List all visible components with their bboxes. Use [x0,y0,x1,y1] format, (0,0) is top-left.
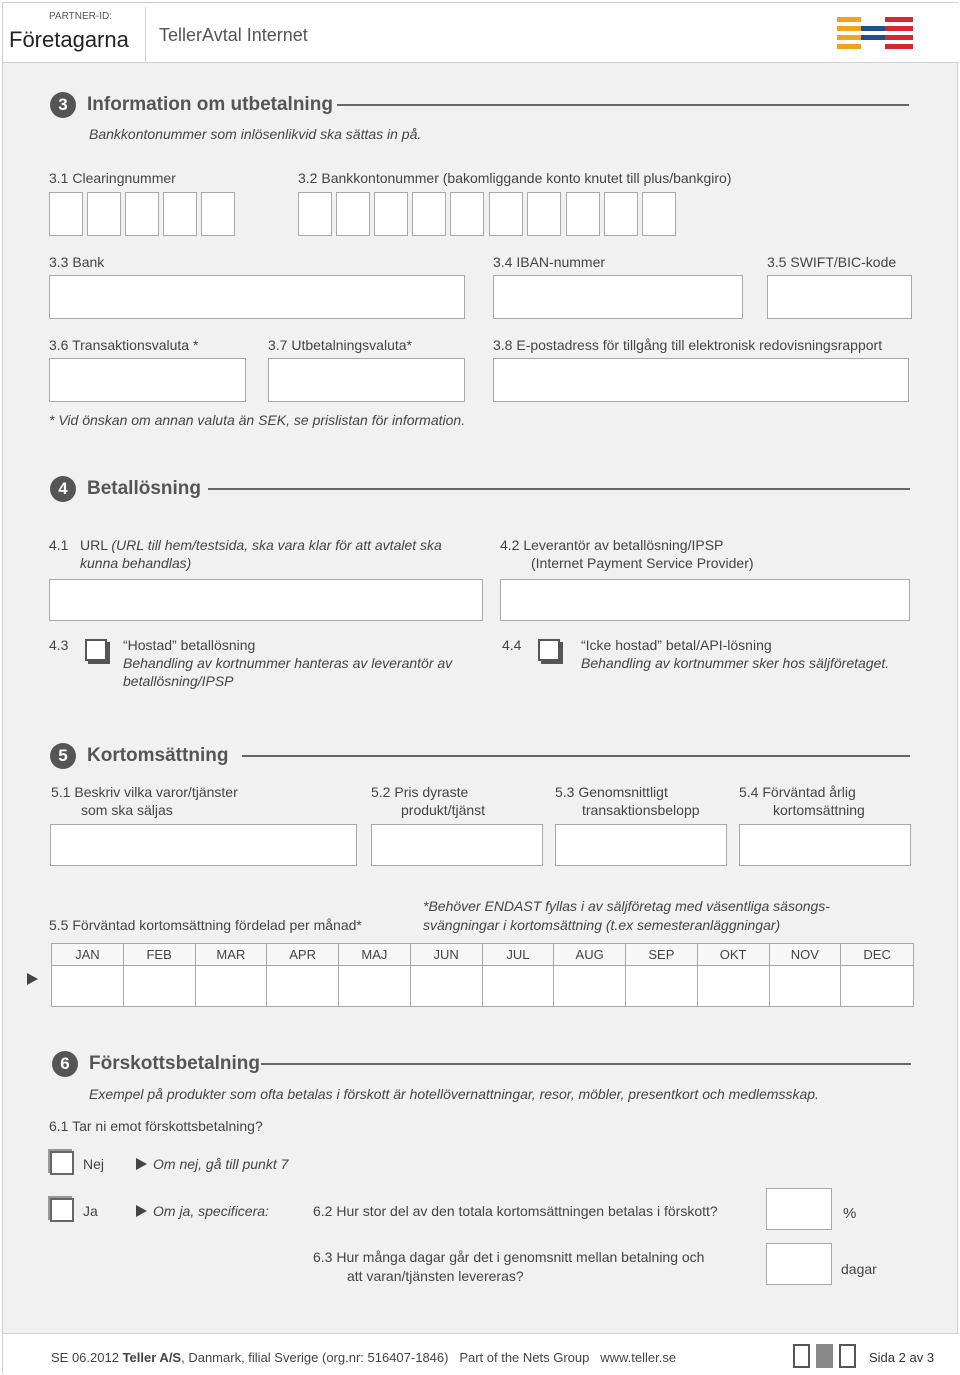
nej-checkbox[interactable] [50,1151,74,1175]
clearing-digit-cell[interactable] [49,192,83,236]
currency-note: * Vid önskan om annan valuta än SEK, se prislistan för information. [49,412,466,428]
non-hosted-desc: Behandling av kortnummer sker hos säljföretaget. [581,655,890,671]
month-header: APR [267,944,339,966]
month-header: MAR [196,944,268,966]
url-label-main: URL [80,537,108,553]
days-unit: dagar [841,1261,877,1277]
url-field[interactable] [49,579,483,621]
month-input-cell[interactable] [698,966,770,1007]
prepayment-question: 6.1 Tar ni emot förskottsbetalning? [49,1118,263,1134]
month-input-cell[interactable] [483,966,555,1007]
clearing-label: 3.1 Clearingnummer [49,170,176,186]
form-title: TellerAvtal Internet [159,25,308,45]
account-digit-cell[interactable] [489,192,523,236]
section-4-rule [208,488,910,490]
avg-amount-field[interactable] [555,824,727,866]
transaction-currency-field[interactable] [49,358,246,402]
monthly-note: *Behöver ENDAST fyllas i av säljföretag med väsentliga säsongs- [423,898,830,914]
section-4-title: Betallösning [87,478,202,499]
section-5-rule [242,755,910,757]
account-digit-cell[interactable] [527,192,561,236]
email-report-field[interactable] [493,358,909,402]
page-footer [3,1333,959,1375]
page-header [3,3,959,63]
non-hosted-title: “Icke hostad” betal/API-lösning [581,637,772,653]
delivery-days-label: 6.3 Hur många dagar går det i genomsnitt mellan betalning och [313,1249,705,1265]
iban-label: 3.4 IBAN-nummer [493,254,606,270]
monthly-turnover-label: 5.5 Förväntad kortomsättning fördelad per månad* [49,917,362,933]
page-indicator-box-current [816,1344,833,1368]
footer-company: Teller A/S [122,1350,182,1365]
month-input-cell[interactable] [626,966,698,1007]
monthly-turnover-table [51,943,914,1007]
play-arrow-icon [27,973,38,985]
bank-label: 3.3 Bank [49,254,105,270]
ja-label: Ja [83,1203,98,1219]
max-price-label: 5.2 Pris dyraste [371,784,469,800]
month-input-cell[interactable] [411,966,483,1007]
company-name: Företagarna [9,27,129,52]
non-hosted-number: 4.4 [502,637,522,653]
month-header: MAJ [339,944,411,966]
page-indicator-box [839,1344,856,1368]
section-6-badge: 6 [52,1051,78,1077]
hosted-title: “Hostad” betallösning [123,637,256,653]
bank-field[interactable] [49,275,465,319]
page-number: Sida 2 av 3 [869,1350,935,1365]
monthly-note-2: svängningar i kortomsättning (t.ex semesteranläggningar) [423,917,781,933]
avg-amount-label: 5.3 Genomsnittligt [555,784,668,800]
play-arrow-icon [136,1205,147,1217]
nej-hint: Om nej, gå till punkt 7 [153,1156,289,1172]
play-arrow-icon [136,1158,147,1170]
hosted-desc: Behandling av kortnummer hanteras av leverantör av [123,655,453,671]
month-header: DEC [841,944,913,966]
avg-amount-label-2: transaktionsbelopp [582,802,700,818]
url-number: 4.1 [49,537,69,553]
footer-website[interactable]: www.teller.se [600,1350,677,1365]
payout-currency-field[interactable] [268,358,465,402]
footer-info [51,1350,676,1365]
url-label [80,536,480,554]
account-digit-cell[interactable] [298,192,332,236]
payout-currency-label: 3.7 Utbetalningsvaluta* [268,337,412,353]
section-6-subtitle: Exempel på produkter som ofta betalas i förskott är hotellövernattningar, resor, möbler, presentkort och medlemsskap. [89,1086,819,1102]
month-header: OKT [698,944,770,966]
annual-turnover-field[interactable] [739,824,911,866]
section-6-rule [261,1063,911,1065]
hosted-desc-2: betallösning/IPSP [123,673,234,689]
delivery-days-label-2: att varan/tjänsten levereras? [347,1268,524,1284]
section-4-badge: 4 [50,476,76,502]
footer-edition: SE 06.2012 [51,1350,119,1365]
month-input-cell[interactable] [841,966,913,1007]
month-input-cell[interactable] [770,966,842,1007]
month-header: SEP [626,944,698,966]
ja-checkbox[interactable] [50,1198,74,1222]
clearing-digit-cell[interactable] [87,192,121,236]
ipsp-sublabel: (Internet Payment Service Provider) [531,555,754,571]
url-label-hint-2: kunna behandlas) [80,555,192,571]
ipsp-label: 4.2 Leverantör av betallösning/IPSP [500,537,724,553]
percent-unit: % [843,1205,857,1222]
footer-group: Part of the Nets Group [459,1350,590,1365]
annual-turnover-label: 5.4 Förväntad årlig [739,784,856,800]
section-3-subtitle: Bankkontonummer som inlösenlikvid ska sättas in på. [89,126,422,142]
hosted-checkbox[interactable] [85,639,107,661]
form-page [2,2,958,1374]
transaction-currency-label: 3.6 Transaktionsvaluta * [49,337,199,353]
goods-label-2: som ska säljas [81,802,173,818]
month-header: JAN [52,944,124,966]
month-input-cell[interactable] [267,966,339,1007]
teller-logo-icon [837,17,913,51]
month-header: AUG [554,944,626,966]
month-header: NOV [770,944,842,966]
partner-id-label: PARTNER-ID: [49,11,112,22]
non-hosted-checkbox[interactable] [538,639,560,661]
month-input-cell[interactable] [196,966,268,1007]
prepayment-share-label: 6.2 Hur stor del av den totala kortomsättningen betalas i förskott? [313,1203,718,1219]
section-6-title: Förskottsbetalning [89,1053,261,1074]
account-digit-cell[interactable] [336,192,370,236]
month-input-cell[interactable] [339,966,411,1007]
annual-turnover-label-2: kortomsättning [773,802,865,818]
clearing-digit-cell[interactable] [201,192,235,236]
hosted-number: 4.3 [49,637,69,653]
swift-label: 3.5 SWIFT/BIC-kode [767,254,897,270]
month-input-cell[interactable] [124,966,196,1007]
email-report-label: 3.8 E-postadress för tillgång till elektronisk redovisningsrapport [493,337,883,353]
delivery-days-field[interactable] [766,1243,832,1285]
month-input-cell[interactable] [52,966,124,1007]
swift-field[interactable] [767,275,912,319]
max-price-field[interactable] [371,824,543,866]
account-digit-cell[interactable] [412,192,446,236]
account-digit-cell[interactable] [450,192,484,236]
url-label-hint: (URL till hem/testsida, ska vara klar för att avtalet ska [111,537,442,553]
section-3-rule [337,104,909,106]
clearing-digit-cell[interactable] [125,192,159,236]
account-digit-cell[interactable] [604,192,638,236]
account-number-label: 3.2 Bankkontonummer (bakomliggande konto knutet till plus/bankgiro) [298,170,732,186]
iban-field[interactable] [493,275,743,319]
account-digit-cell[interactable] [566,192,600,236]
month-input-cell[interactable] [554,966,626,1007]
max-price-label-2: produkt/tjänst [401,802,486,818]
section-3-badge: 3 [50,92,76,118]
month-header: JUN [411,944,483,966]
goods-field[interactable] [50,824,357,866]
goods-label: 5.1 Beskriv vilka varor/tjänster [51,784,238,800]
account-digit-cell[interactable] [642,192,676,236]
ja-hint: Om ja, specificera: [153,1203,269,1219]
clearing-digit-cell[interactable] [163,192,197,236]
section-3-title: Information om utbetalning [87,94,333,115]
section-5-badge: 5 [50,743,76,769]
ipsp-field[interactable] [500,579,910,621]
footer-company-details: , Danmark, filial Sverige (org.nr: 516407-1846) [181,1350,449,1365]
account-digit-cell[interactable] [374,192,408,236]
month-header: JUL [483,944,555,966]
section-5-title: Kortomsättning [87,745,229,766]
prepayment-share-field[interactable] [766,1188,832,1230]
month-header: FEB [124,944,196,966]
page-indicator-box [793,1344,810,1368]
nej-label: Nej [83,1156,105,1172]
